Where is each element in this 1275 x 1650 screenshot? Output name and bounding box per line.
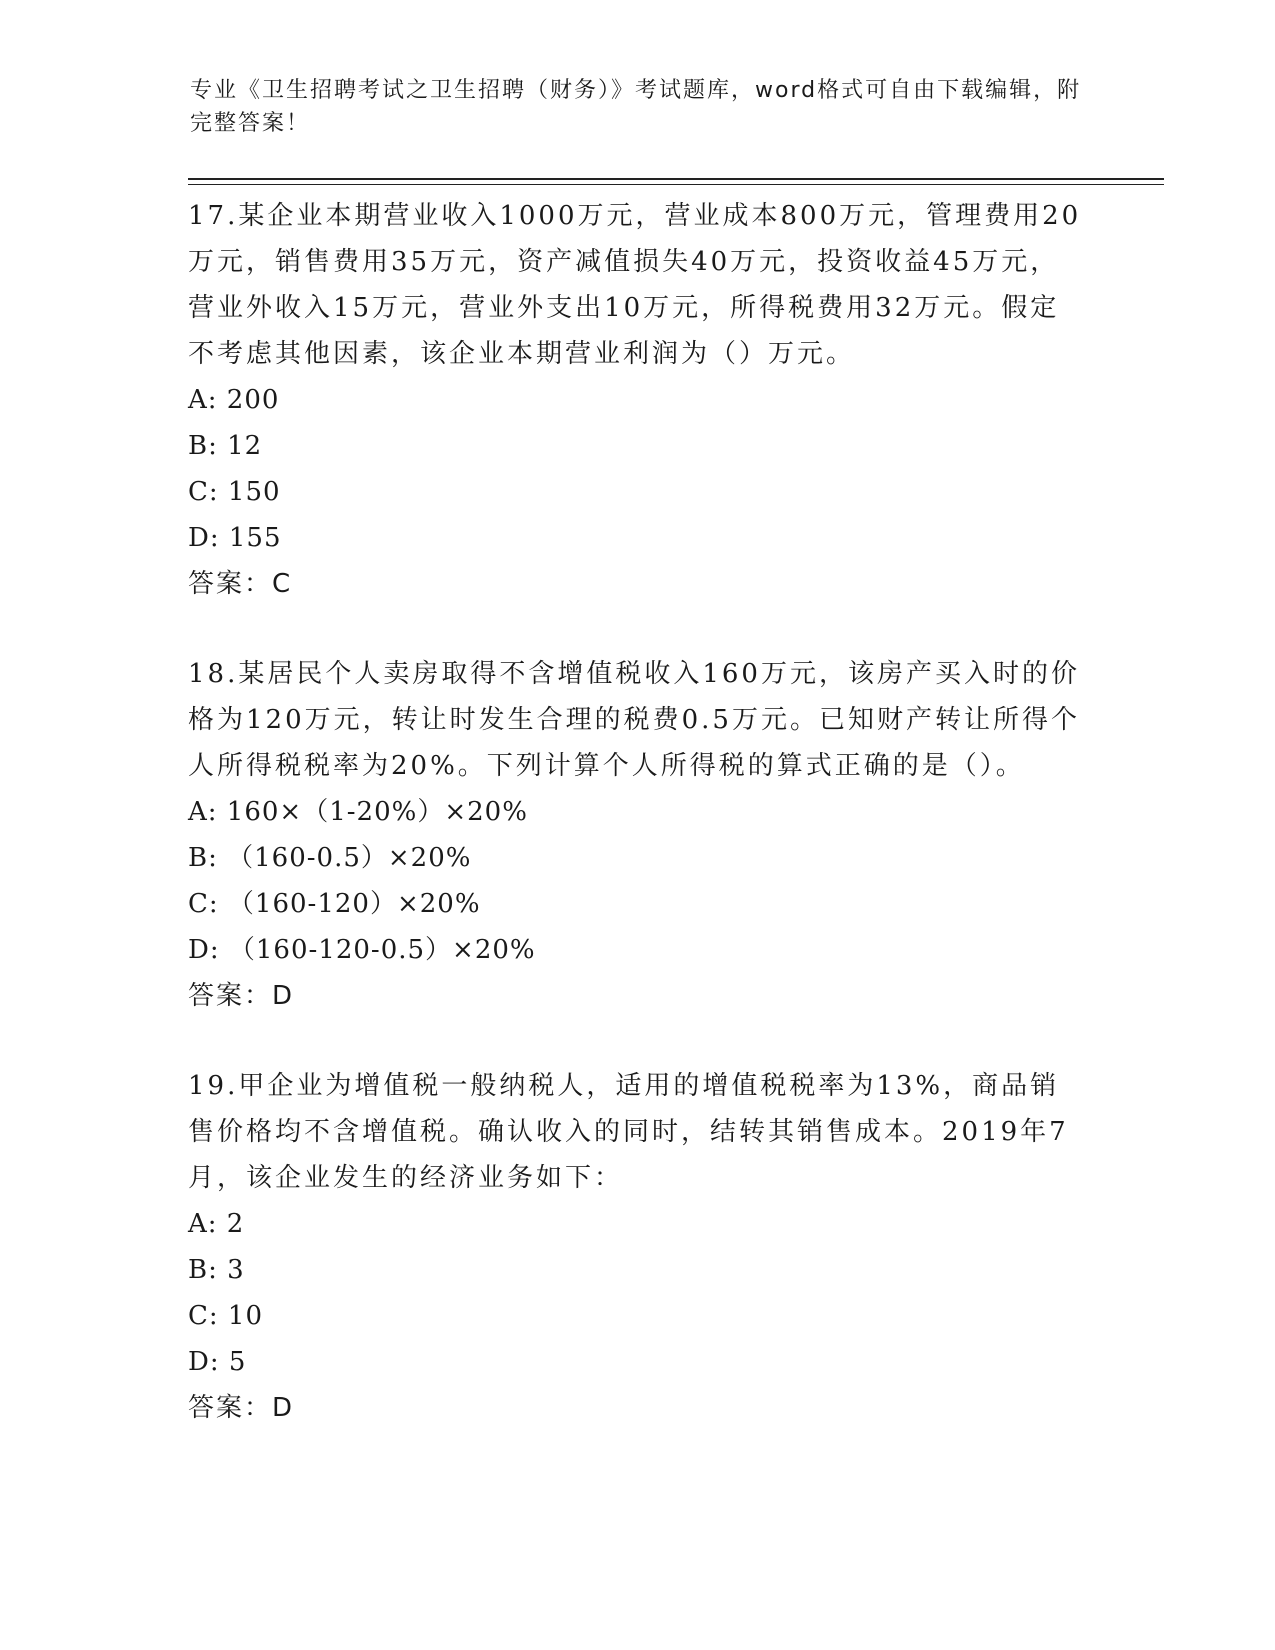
option-b: B: （160-0.5）×20% xyxy=(188,843,472,873)
document-header: 专业《卫生招聘考试之卫生招聘（财务）》考试题库，word格式可自由下载编辑，附完整答案！ xyxy=(190,78,1082,136)
option-c: C: 150 xyxy=(188,477,281,507)
question-17 xyxy=(188,193,1088,607)
option-c: C: （160-120）×20% xyxy=(188,889,481,919)
question-stem: 19.甲企业为增值税一般纳税人，适用的增值税税率为13%，商品销售价格均不含增值税。确认收入的同时，结转其销售成本。2019年7月，该企业发生的经济业务如下： xyxy=(188,1071,1069,1193)
option-d: D: 155 xyxy=(188,523,282,553)
option-b: B: 12 xyxy=(188,431,263,461)
answer-line: 答案：D xyxy=(188,981,295,1011)
question-19 xyxy=(188,1063,1088,1431)
question-stem: 18.某居民个人卖房取得不含增值税收入160万元，该房产买入时的价格为120万元，转让时发生合理的税费0.5万元。已知财产转让所得个人所得税税率为20%。下列计算个人所得税的算式正确的是（）。 xyxy=(188,659,1080,781)
option-a: A: 200 xyxy=(188,385,280,415)
answer-line: 答案：D xyxy=(188,1393,295,1423)
option-a: A: 2 xyxy=(188,1209,245,1239)
option-d: D: （160-120-0.5）×20% xyxy=(188,935,536,965)
header-divider-thin xyxy=(188,184,1164,185)
option-a: A: 160×（1-20%）×20% xyxy=(188,797,528,827)
question-18 xyxy=(188,651,1088,1019)
question-stem: 17.某企业本期营业收入1000万元，营业成本800万元，管理费用20万元，销售费用35万元，资产减值损失40万元，投资收益45万元，营业外收入15万元，营业外支出10万元，所得税费用32万元。假定不考虑其他因素，该企业本期营业利润为（）万元。 xyxy=(188,201,1082,369)
answer-line: 答案：C xyxy=(188,569,293,599)
option-b: B: 3 xyxy=(188,1255,245,1285)
option-d: D: 5 xyxy=(188,1347,247,1377)
header-divider-thick xyxy=(188,178,1164,180)
option-c: C: 10 xyxy=(188,1301,264,1331)
